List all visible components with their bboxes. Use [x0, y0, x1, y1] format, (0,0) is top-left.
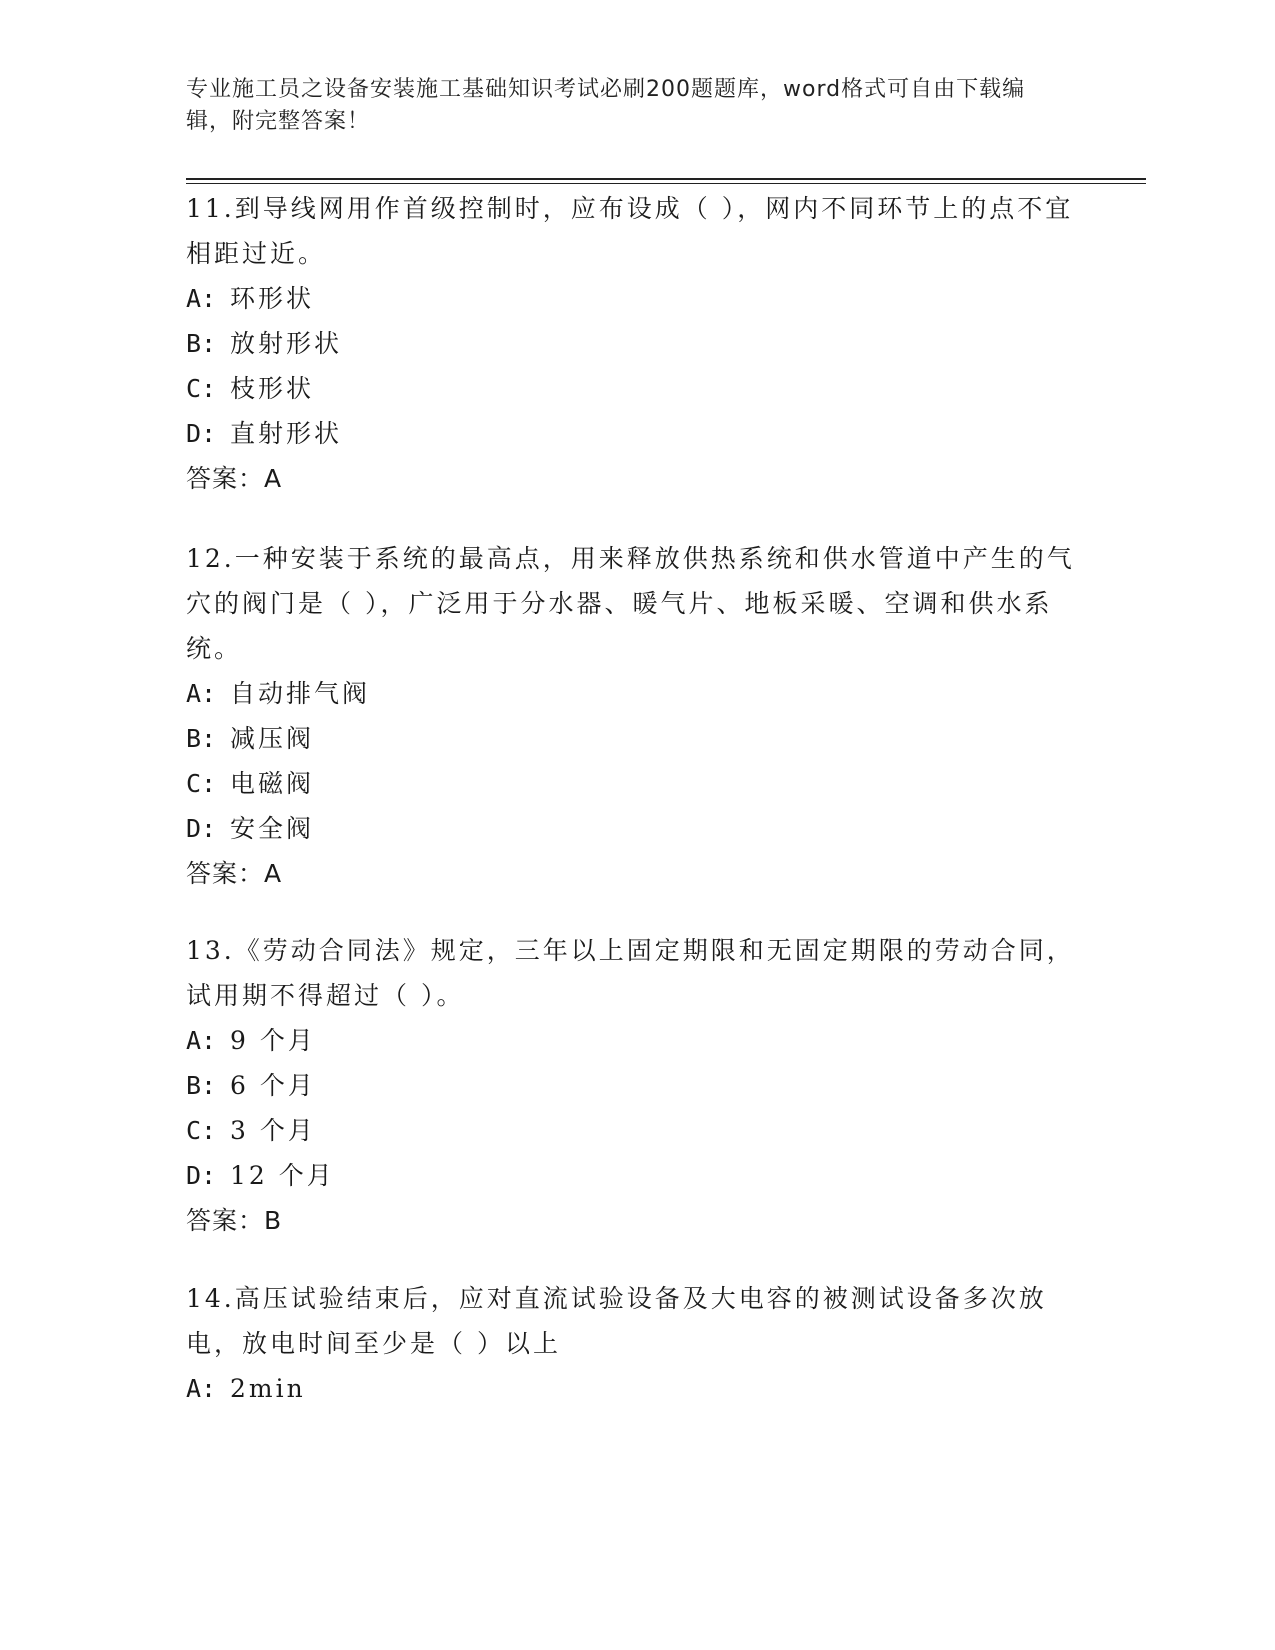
option-text: 安全阀	[230, 814, 315, 843]
option-text: 减压阀	[230, 724, 315, 753]
document-header-title: 专业施工员之设备安装施工基础知识考试必刷200题题库，word格式可自由下载编辑，附完整答案！	[186, 77, 1026, 134]
option-a	[186, 671, 1086, 716]
option-letter: D:	[186, 419, 217, 448]
option-letter: A:	[186, 1026, 217, 1055]
option-d	[186, 806, 1086, 851]
question-text: 12.一种安装于系统的最高点，用来释放供热系统和供水管道中产生的气穴的阀门是（ ），广泛用于分水器、暖气片、地板采暖、空调和供水系统。	[186, 544, 1075, 663]
option-d	[186, 411, 1086, 456]
option-letter: D:	[186, 814, 217, 843]
question-block	[186, 1276, 1086, 1411]
option-text: 9 个月	[230, 1026, 316, 1055]
question-text: 14.高压试验结束后，应对直流试验设备及大电容的被测试设备多次放电，放电时间至少是（ ）以上	[186, 1284, 1047, 1358]
option-c	[186, 761, 1086, 806]
option-c	[186, 366, 1086, 411]
option-text: 3 个月	[230, 1116, 316, 1145]
option-a	[186, 276, 1086, 321]
option-a	[186, 1018, 1086, 1063]
option-letter: C:	[186, 769, 217, 798]
option-text: 枝形状	[230, 374, 315, 403]
answer-line: 答案：B	[186, 1206, 283, 1235]
option-text: 环形状	[230, 284, 315, 313]
option-a	[186, 1366, 1086, 1411]
option-letter: B:	[186, 724, 217, 753]
question-block	[186, 536, 1086, 896]
header-divider-thin	[186, 183, 1146, 184]
question-block	[186, 928, 1086, 1243]
option-letter: A:	[186, 679, 217, 708]
question-text: 11.到导线网用作首级控制时，应布设成（ ），网内不同环节上的点不宜相距过近。	[186, 194, 1074, 268]
option-b	[186, 716, 1086, 761]
option-letter: C:	[186, 374, 217, 403]
header-divider-thick	[186, 178, 1146, 180]
option-d	[186, 1153, 1086, 1198]
option-b	[186, 321, 1086, 366]
option-text: 12 个月	[230, 1161, 335, 1190]
answer-line: 答案：A	[186, 464, 283, 493]
option-letter: C:	[186, 1116, 217, 1145]
option-letter: B:	[186, 329, 217, 358]
option-text: 放射形状	[230, 329, 343, 358]
question-block	[186, 186, 1086, 501]
option-c	[186, 1108, 1086, 1153]
option-text: 自动排气阀	[230, 679, 371, 708]
answer-line: 答案：A	[186, 859, 283, 888]
option-letter: D:	[186, 1161, 217, 1190]
option-letter: A:	[186, 284, 217, 313]
option-b	[186, 1063, 1086, 1108]
option-text: 电磁阀	[230, 769, 315, 798]
question-text: 13.《劳动合同法》规定，三年以上固定期限和无固定期限的劳动合同，试用期不得超过（ ）。	[186, 936, 1075, 1010]
option-text: 直射形状	[230, 419, 343, 448]
option-letter: A:	[186, 1374, 217, 1403]
option-text: 6 个月	[230, 1071, 316, 1100]
option-letter: B:	[186, 1071, 217, 1100]
option-text: 2min	[230, 1374, 306, 1403]
